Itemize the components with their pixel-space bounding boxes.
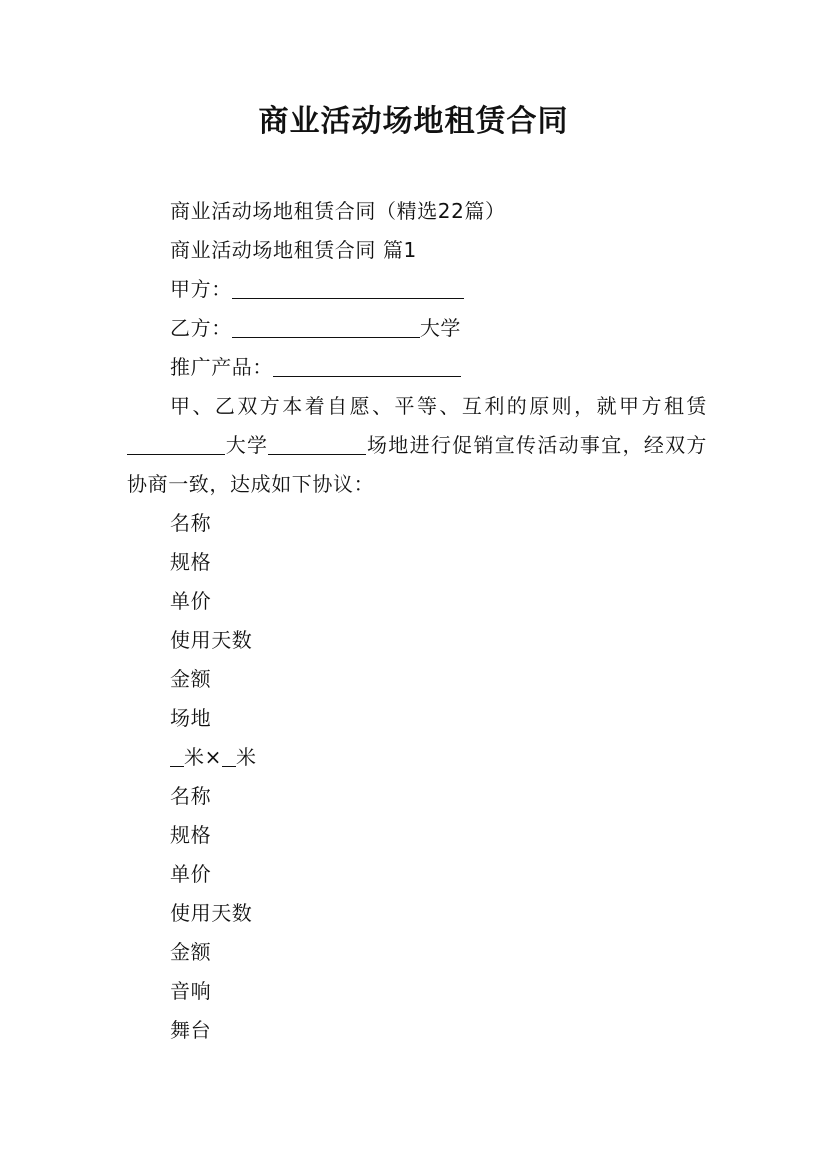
item-spec-1: 规格: [170, 550, 212, 574]
party-a-label: 甲方：: [170, 277, 232, 301]
article-heading: 商业活动场地租赁合同 篇1: [170, 238, 417, 262]
product-blank: [273, 358, 461, 377]
item-stage: 舞台: [170, 1018, 212, 1042]
item-price-1: 单价: [170, 589, 212, 613]
item-amount-2: 金额: [170, 940, 212, 964]
item-price-2: 单价: [170, 862, 212, 886]
size-line: [127, 738, 707, 777]
party-b-blank: [232, 319, 420, 338]
paragraph-blank-1: [127, 436, 225, 455]
party-b-line: [127, 309, 707, 348]
size-end: 米: [235, 745, 257, 769]
agreement-paragraph: [127, 387, 707, 504]
size-blank-2: [222, 748, 236, 767]
party-a-line: [127, 270, 707, 309]
product-label: 推广产品：: [170, 355, 273, 379]
paragraph-part-1: 甲、乙双方本着自愿、平等、互利的原则，就甲方租赁: [170, 394, 707, 418]
item-days-1: 使用天数: [170, 628, 253, 652]
document-title: 商业活动场地租赁合同: [258, 104, 569, 139]
document-body: [127, 192, 707, 1050]
item-spec-2: 规格: [170, 823, 212, 847]
item-name-1: 名称: [170, 511, 212, 535]
party-b-label: 乙方：: [170, 316, 232, 340]
item-days-2: 使用天数: [170, 901, 253, 925]
item-name-2: 名称: [170, 784, 212, 808]
subtitle-line: 商业活动场地租赁合同（精选22篇）: [170, 199, 506, 223]
party-a-blank: [232, 280, 464, 299]
paragraph-blank-2: [268, 436, 366, 455]
item-audio: 音响: [170, 979, 212, 1003]
party-b-suffix: 大学: [419, 316, 462, 340]
size-blank-1: [170, 748, 184, 767]
paragraph-part-2: 场地进行促销宣传活动事宜，经双方协商一致，达成如下协议：: [127, 433, 708, 496]
product-line: [127, 348, 707, 387]
size-mid: 米×: [184, 745, 222, 769]
item-venue: 场地: [170, 706, 212, 730]
paragraph-mid-1: 大学: [225, 433, 269, 457]
item-amount-1: 金额: [170, 667, 212, 691]
